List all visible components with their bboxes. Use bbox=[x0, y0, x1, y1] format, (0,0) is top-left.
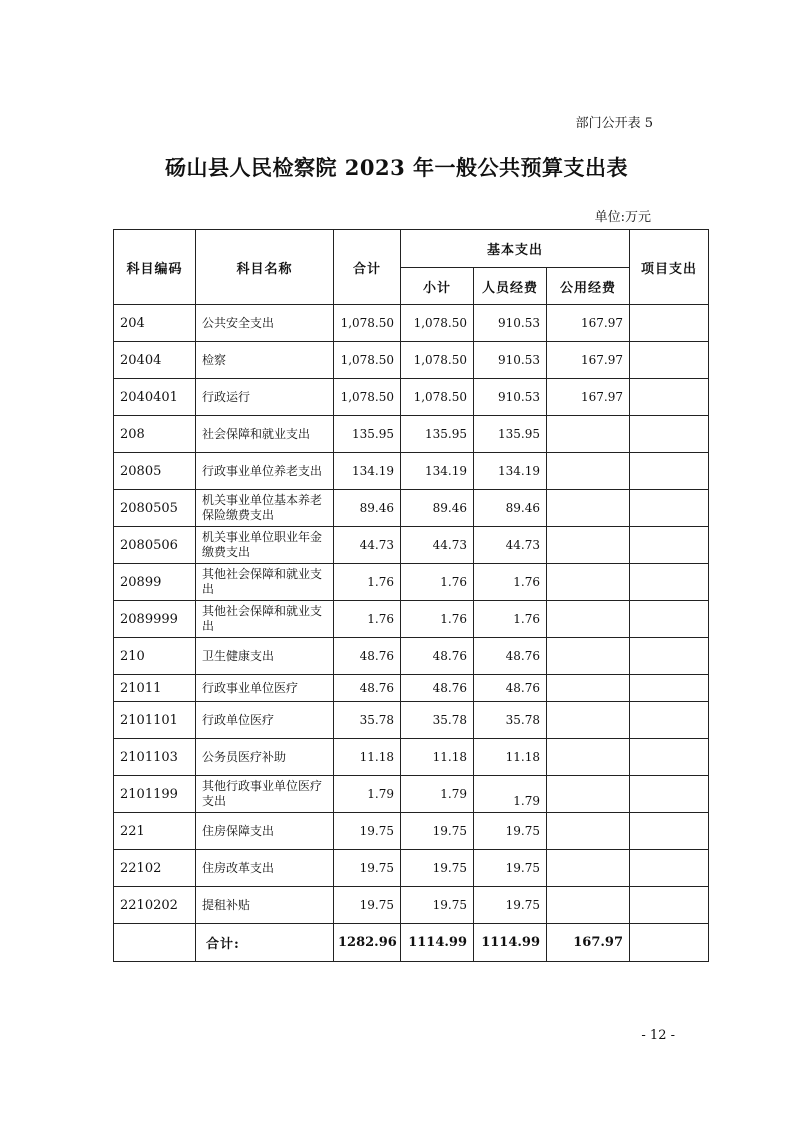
row-public bbox=[547, 813, 630, 850]
row-total: 35.78 bbox=[334, 702, 401, 739]
page-number: - 12 - bbox=[641, 1028, 675, 1043]
row-name: 机关事业单位职业年金缴费支出 bbox=[196, 527, 334, 564]
total-public: 167.97 bbox=[547, 924, 630, 962]
row-personnel: 1.76 bbox=[474, 564, 547, 601]
page-title: 砀山县人民检察院 2023 年一般公共预算支出表 bbox=[164, 155, 629, 180]
total-code-cell bbox=[114, 924, 196, 962]
row-total: 89.46 bbox=[334, 490, 401, 527]
row-name: 行政运行 bbox=[196, 379, 334, 416]
header-public: 公用经费 bbox=[547, 268, 630, 305]
row-total: 1.79 bbox=[334, 776, 401, 813]
row-subtotal: 1,078.50 bbox=[401, 379, 474, 416]
table-row bbox=[114, 416, 709, 453]
row-subtotal: 48.76 bbox=[401, 675, 474, 702]
row-subtotal: 135.95 bbox=[401, 416, 474, 453]
row-public: 167.97 bbox=[547, 379, 630, 416]
row-subtotal: 19.75 bbox=[401, 887, 474, 924]
row-name: 机关事业单位基本养老保险缴费支出 bbox=[196, 490, 334, 527]
row-personnel: 48.76 bbox=[474, 675, 547, 702]
row-project bbox=[630, 887, 709, 924]
row-code: 21011 bbox=[114, 675, 196, 702]
table-row bbox=[114, 675, 709, 702]
row-subtotal: 11.18 bbox=[401, 739, 474, 776]
total-personnel: 1114.99 bbox=[474, 924, 547, 962]
row-total: 1,078.50 bbox=[334, 379, 401, 416]
budget-table bbox=[113, 229, 709, 962]
row-subtotal: 1.76 bbox=[401, 564, 474, 601]
row-personnel: 134.19 bbox=[474, 453, 547, 490]
row-name: 住房保障支出 bbox=[196, 813, 334, 850]
row-code: 2080506 bbox=[114, 527, 196, 564]
row-project bbox=[630, 453, 709, 490]
row-subtotal: 1.76 bbox=[401, 601, 474, 638]
row-public bbox=[547, 527, 630, 564]
table-row bbox=[114, 453, 709, 490]
total-subtotal: 1114.99 bbox=[401, 924, 474, 962]
row-subtotal: 1,078.50 bbox=[401, 305, 474, 342]
table-row bbox=[114, 490, 709, 527]
doc-tag: 部门公开表 5 bbox=[575, 116, 653, 131]
row-personnel: 48.76 bbox=[474, 638, 547, 675]
total-label: 合计: bbox=[196, 924, 334, 962]
row-code: 204 bbox=[114, 305, 196, 342]
row-total: 134.19 bbox=[334, 453, 401, 490]
row-total: 135.95 bbox=[334, 416, 401, 453]
row-subtotal: 1.79 bbox=[401, 776, 474, 813]
row-personnel: 910.53 bbox=[474, 305, 547, 342]
row-project bbox=[630, 490, 709, 527]
table-row bbox=[114, 379, 709, 416]
row-project bbox=[630, 305, 709, 342]
row-code: 221 bbox=[114, 813, 196, 850]
row-project bbox=[630, 675, 709, 702]
total-total: 1282.96 bbox=[334, 924, 401, 962]
row-public bbox=[547, 490, 630, 527]
row-subtotal: 19.75 bbox=[401, 813, 474, 850]
row-total: 48.76 bbox=[334, 638, 401, 675]
row-project bbox=[630, 739, 709, 776]
table-row bbox=[114, 342, 709, 379]
row-personnel: 11.18 bbox=[474, 739, 547, 776]
table-row bbox=[114, 601, 709, 638]
header-total: 合计 bbox=[334, 230, 401, 305]
row-personnel: 19.75 bbox=[474, 813, 547, 850]
row-project bbox=[630, 702, 709, 739]
row-public bbox=[547, 739, 630, 776]
row-personnel: 1.76 bbox=[474, 601, 547, 638]
row-name: 检察 bbox=[196, 342, 334, 379]
row-subtotal: 19.75 bbox=[401, 850, 474, 887]
row-project bbox=[630, 527, 709, 564]
row-public bbox=[547, 776, 630, 813]
row-name: 卫生健康支出 bbox=[196, 638, 334, 675]
row-code: 20805 bbox=[114, 453, 196, 490]
header-name: 科目名称 bbox=[196, 230, 334, 305]
row-public bbox=[547, 638, 630, 675]
row-public bbox=[547, 702, 630, 739]
row-project bbox=[630, 342, 709, 379]
row-personnel: 44.73 bbox=[474, 527, 547, 564]
row-project bbox=[630, 416, 709, 453]
row-personnel: 19.75 bbox=[474, 850, 547, 887]
row-project bbox=[630, 601, 709, 638]
table-row bbox=[114, 702, 709, 739]
row-name: 其他社会保障和就业支出 bbox=[196, 564, 334, 601]
row-total: 1.76 bbox=[334, 564, 401, 601]
unit-label: 单位:万元 bbox=[594, 210, 651, 225]
row-public bbox=[547, 564, 630, 601]
row-name: 住房改革支出 bbox=[196, 850, 334, 887]
row-subtotal: 35.78 bbox=[401, 702, 474, 739]
row-subtotal: 44.73 bbox=[401, 527, 474, 564]
row-name: 其他社会保障和就业支出 bbox=[196, 601, 334, 638]
row-total: 1.76 bbox=[334, 601, 401, 638]
row-name: 提租补贴 bbox=[196, 887, 334, 924]
row-name: 公务员医疗补助 bbox=[196, 739, 334, 776]
row-project bbox=[630, 638, 709, 675]
row-personnel: 135.95 bbox=[474, 416, 547, 453]
row-public: 167.97 bbox=[547, 305, 630, 342]
row-total: 19.75 bbox=[334, 813, 401, 850]
row-personnel: 1.79 bbox=[474, 776, 547, 813]
table-row bbox=[114, 305, 709, 342]
table-row bbox=[114, 776, 709, 813]
header-subtotal: 小计 bbox=[401, 268, 474, 305]
row-code: 20899 bbox=[114, 564, 196, 601]
total-row bbox=[114, 924, 709, 962]
table-row bbox=[114, 527, 709, 564]
row-code: 2089999 bbox=[114, 601, 196, 638]
row-code: 2210202 bbox=[114, 887, 196, 924]
table-row bbox=[114, 564, 709, 601]
row-name: 社会保障和就业支出 bbox=[196, 416, 334, 453]
row-name: 行政单位医疗 bbox=[196, 702, 334, 739]
row-name: 其他行政事业单位医疗支出 bbox=[196, 776, 334, 813]
row-personnel: 910.53 bbox=[474, 379, 547, 416]
row-name: 行政事业单位医疗 bbox=[196, 675, 334, 702]
row-personnel: 89.46 bbox=[474, 490, 547, 527]
row-subtotal: 89.46 bbox=[401, 490, 474, 527]
table-row bbox=[114, 887, 709, 924]
table-row bbox=[114, 739, 709, 776]
row-code: 210 bbox=[114, 638, 196, 675]
row-code: 2101103 bbox=[114, 739, 196, 776]
row-total: 1,078.50 bbox=[334, 305, 401, 342]
row-public bbox=[547, 601, 630, 638]
table-row bbox=[114, 638, 709, 675]
row-name: 公共安全支出 bbox=[196, 305, 334, 342]
row-personnel: 35.78 bbox=[474, 702, 547, 739]
row-personnel: 19.75 bbox=[474, 887, 547, 924]
row-code: 2080505 bbox=[114, 490, 196, 527]
row-public bbox=[547, 850, 630, 887]
header-personnel: 人员经费 bbox=[474, 268, 547, 305]
row-total: 19.75 bbox=[334, 850, 401, 887]
row-code: 2040401 bbox=[114, 379, 196, 416]
total-project bbox=[630, 924, 709, 962]
row-public bbox=[547, 887, 630, 924]
row-public: 167.97 bbox=[547, 342, 630, 379]
table-row bbox=[114, 813, 709, 850]
row-code: 2101101 bbox=[114, 702, 196, 739]
row-total: 44.73 bbox=[334, 527, 401, 564]
row-total: 48.76 bbox=[334, 675, 401, 702]
row-public bbox=[547, 453, 630, 490]
row-subtotal: 1,078.50 bbox=[401, 342, 474, 379]
row-project bbox=[630, 850, 709, 887]
row-project bbox=[630, 379, 709, 416]
row-total: 11.18 bbox=[334, 739, 401, 776]
table-row bbox=[114, 850, 709, 887]
row-code: 20404 bbox=[114, 342, 196, 379]
row-name: 行政事业单位养老支出 bbox=[196, 453, 334, 490]
row-project bbox=[630, 776, 709, 813]
row-project bbox=[630, 564, 709, 601]
row-subtotal: 134.19 bbox=[401, 453, 474, 490]
row-public bbox=[547, 416, 630, 453]
row-public bbox=[547, 675, 630, 702]
row-code: 208 bbox=[114, 416, 196, 453]
header-basic: 基本支出 bbox=[401, 230, 630, 268]
header-code: 科目编码 bbox=[114, 230, 196, 305]
row-total: 1,078.50 bbox=[334, 342, 401, 379]
row-personnel: 910.53 bbox=[474, 342, 547, 379]
row-code: 2101199 bbox=[114, 776, 196, 813]
row-subtotal: 48.76 bbox=[401, 638, 474, 675]
row-project bbox=[630, 813, 709, 850]
row-total: 19.75 bbox=[334, 887, 401, 924]
row-code: 22102 bbox=[114, 850, 196, 887]
header-project: 项目支出 bbox=[630, 230, 709, 305]
